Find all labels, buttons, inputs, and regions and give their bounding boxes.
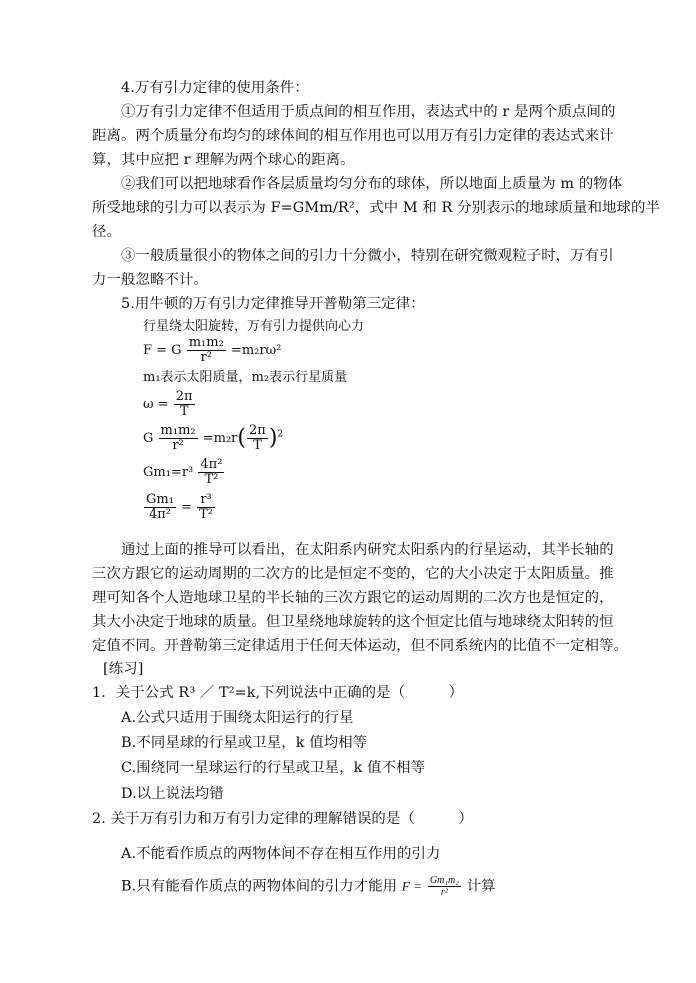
eq3-exponent: 2 [277,429,284,440]
paragraph-line: 理可知各个人造地球卫星的半长轴的三次方跟它的运动周期的二次方也是恒定的， [92,590,614,606]
option-b-prefix: B.只有能看作质点的两物体间的引力才能用 [121,878,398,895]
equation-3 [143,424,283,453]
eq5-left-numerator: Gm₁ [146,492,174,507]
question-1-option-d: D.以上说法均错 [121,786,224,802]
question-2-stem: 2. 关于万有引力和万有引力定律的理解错误的是（ ） [92,811,473,827]
eq4-numerator: 4π² [200,457,223,472]
question-1-option-c: C.围绕同一星球运行的行星或卫星，k 值不相等 [121,760,426,776]
paragraph-line: 所受地球的引力可以表示为 F=GMm/R²，式中 M 和 R 分别表示的地球质量和地球的半 [92,200,661,216]
paragraph-line: 其大小决定于地球的质量。但卫星绕地球旋转的这个恒定比值与地球绕太阳转的恒 [92,614,614,630]
eq3-fraction [159,424,198,453]
eq5-left-denominator: 4π² [148,507,171,522]
paragraph-line: ③一般质量很小的物体之间的引力十分微小，特别在研究微观粒子时，万有引 [121,248,614,264]
paragraph-line: ①万有引力定律不但适用于质点间的相互作用，表达式中的 r 是两个质点间的 [121,104,616,120]
question-1-option-b: B.不同星球的行星或卫星，k 值均相等 [121,735,368,751]
paragraph-line: 距离。两个质量分布均匀的球体间的相互作用也可以用万有引力定律的表达式来计 [92,128,614,144]
eq3-inner-numerator: 2π [249,423,266,438]
mass-note: m₁表示太阳质量，m₂表示行星质量 [143,370,348,385]
option-b-formula-lhs: F = [401,878,423,894]
eq2-fraction [174,390,195,419]
eq5-right-denominator: T² [199,507,214,522]
equation-5 [143,493,216,522]
paragraph-line: 力一般忽略不计。 [92,272,208,288]
equation-2 [143,390,196,419]
eq1-numerator: m₁m₂ [188,335,224,350]
eq1-rhs: =m₂rω² [230,343,282,358]
eq4-denominator: T² [204,472,219,487]
eq3-denominator: r² [172,438,184,453]
eq4-lhs: Gm₁=r³ [143,465,194,480]
eq2-denominator: T [179,404,189,419]
option-b-formula-numerator: Gm₁m₂ [429,875,459,886]
section-4-title: 4.万有引力定律的使用条件： [121,80,309,96]
eq1-lhs: F = G [143,343,182,358]
eq5-right-numerator: r³ [197,493,215,508]
question-2-option-b [121,875,496,897]
eq2-numerator: 2π [175,389,193,404]
eq2-lhs: ω = [143,397,169,412]
eq5-equals: = [181,500,192,515]
derivation-intro: 行星绕太阳旋转，万有引力提供向心力 [143,319,365,334]
paragraph-line: 定值不同。开普勒第三定律适用于任何天体运动，但不同系统内的比值不一定相等。 [92,638,629,654]
equation-4 [143,458,225,487]
right-paren: ) [268,425,278,451]
paragraph-line: ②我们可以把地球看作各层质量均匀分布的球体，所以地面上质量为 m 的物体 [121,176,623,192]
eq4-fraction [198,458,224,487]
question-1-option-a: A.公式只适用于围绕太阳运行的行星 [121,710,354,726]
eq3-inner-denominator: T [253,438,262,453]
paragraph-line: 算，其中应把 r 理解为两个球心的距离。 [92,152,355,168]
eq3-lhs: G [143,431,154,446]
left-paren: ( [237,425,246,451]
eq5-left-fraction [144,493,176,522]
eq3-mid: =m₂r [202,431,238,446]
paragraph-line: 径。 [92,224,121,240]
practice-heading: [练习] [103,661,144,677]
option-b-suffix: 计算 [466,878,496,895]
eq1-denominator: r² [200,350,212,365]
question-2-option-a: A.不能看作质点的两物体间不存在相互作用的引力 [121,846,441,862]
eq1-fraction [187,336,226,365]
equation-1 [143,336,281,365]
paragraph-line: 通过上面的推导可以看出，在太阳系内研究太阳系内的行星运动，其半长轴的 [121,542,614,558]
section-5-title: 5.用牛顿的万有引力定律推导开普勒第三定律： [121,296,425,312]
option-b-formula-denominator: r² [440,887,448,898]
eq3-inner-fraction [247,424,268,453]
option-b-formula-fraction [428,875,461,898]
question-1-stem: 1．关于公式 R³ ／ T²=k,下列说法中正确的是（ ） [92,685,464,701]
eq5-right-fraction [197,493,215,522]
eq3-numerator: m₁m₂ [160,423,196,438]
paragraph-line: 三次方跟它的运动周期的二次方的比是恒定不变的，它的大小决定于太阳质量。推 [92,566,614,582]
